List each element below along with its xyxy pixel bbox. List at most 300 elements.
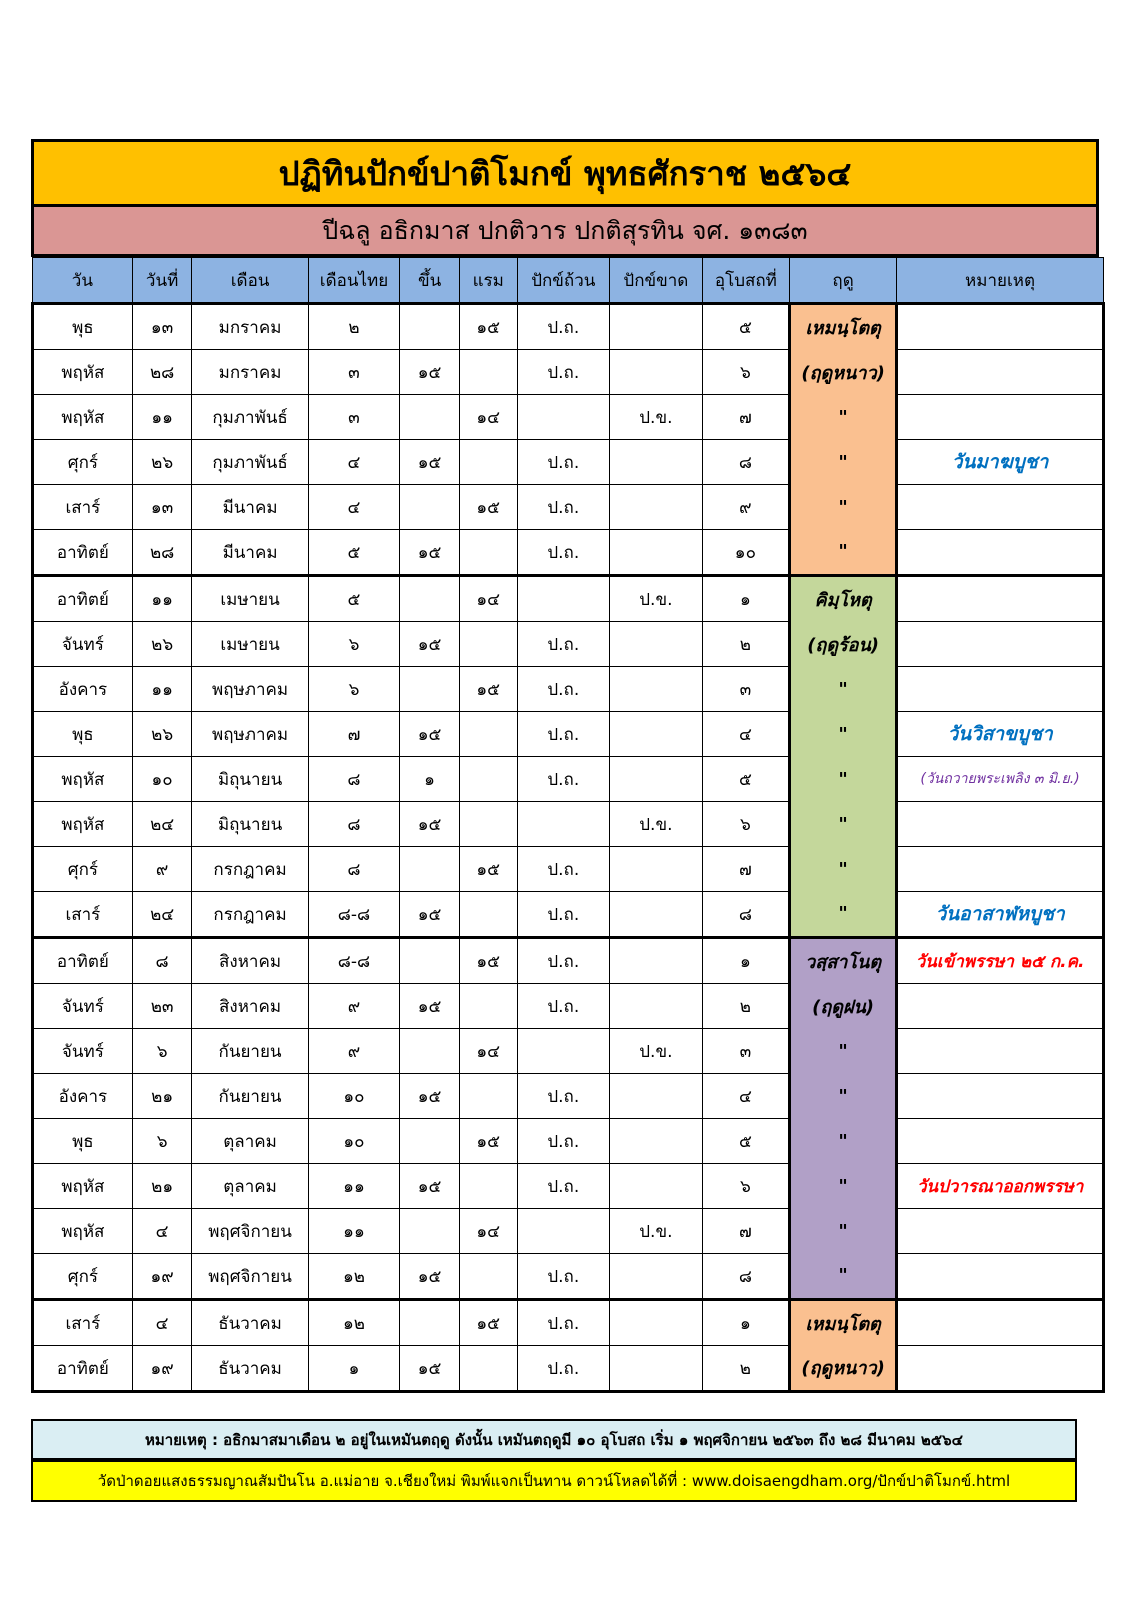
cell-waxing: ๑๕: [400, 1254, 460, 1300]
cell-remark: [897, 1119, 1104, 1164]
cell-thai-month: ๕: [308, 530, 400, 576]
cell-short: ป.ข.: [610, 395, 703, 440]
cell-waning: [459, 1164, 517, 1209]
cell-waning: [459, 712, 517, 757]
cell-full: ป.ถ.: [517, 1346, 610, 1392]
cell-waning: ๑๔: [459, 576, 517, 622]
cell-uposatha: ๖: [702, 1164, 789, 1209]
cell-waning: [459, 892, 517, 938]
cell-waxing: [400, 395, 460, 440]
cell-waxing: [400, 1300, 460, 1346]
cell-season: ": [790, 1254, 897, 1300]
cell-uposatha: ๑: [702, 576, 789, 622]
cell-waxing: [400, 1119, 460, 1164]
cell-waning: [459, 1346, 517, 1392]
cell-short: [610, 530, 703, 576]
cell-day: อังคาร: [33, 1074, 133, 1119]
cell-date: ๒๔: [132, 892, 192, 938]
cell-month: มีนาคม: [192, 530, 308, 576]
cell-date: ๖: [132, 1029, 192, 1074]
cell-remark: [897, 304, 1104, 350]
cell-remark: [897, 1254, 1104, 1300]
cell-remark: วันอาสาฬหบูชา: [897, 892, 1104, 938]
table-row: [33, 802, 1104, 847]
table-row: [33, 622, 1104, 667]
cell-thai-month: ๘-๘: [308, 892, 400, 938]
cell-month: สิงหาคม: [192, 984, 308, 1029]
cell-month: สิงหาคม: [192, 938, 308, 984]
table-row: [33, 1164, 1104, 1209]
cell-full: [517, 576, 610, 622]
cell-date: ๔: [132, 1209, 192, 1254]
cell-waxing: ๑๕: [400, 350, 460, 395]
cell-month: พฤศจิกายน: [192, 1209, 308, 1254]
cell-month: กันยายน: [192, 1074, 308, 1119]
cell-waning: ๑๕: [459, 1119, 517, 1164]
cell-waning: [459, 757, 517, 802]
table-row: [33, 984, 1104, 1029]
cell-waxing: ๑๕: [400, 802, 460, 847]
cell-remark: (วันถวายพระเพลิง ๓ มิ.ย.): [897, 757, 1104, 802]
table-header-row: [33, 258, 1104, 304]
cell-date: ๒๘: [132, 350, 192, 395]
cell-uposatha: ๕: [702, 757, 789, 802]
footer-note: หมายเหตุ : อธิกมาสมาเดือน ๒ อยู่ในเหมันตฤดู ดังนั้น เหมันตฤดูมี ๑๐ อุโบสถ เริ่ม ๑ พฤศจิกายน ๒๕๖๓ ถึง ๒๘ มีนาคม ๒๕๖๔: [31, 1419, 1077, 1460]
cell-waning: [459, 440, 517, 485]
cell-month: กุมภาพันธ์: [192, 395, 308, 440]
cell-month: มิถุนายน: [192, 802, 308, 847]
cell-date: ๒๓: [132, 984, 192, 1029]
cell-day: จันทร์: [33, 1029, 133, 1074]
table-row: [33, 1029, 1104, 1074]
cell-month: กันยายน: [192, 1029, 308, 1074]
cell-date: ๑๓: [132, 304, 192, 350]
cell-full: ป.ถ.: [517, 1164, 610, 1209]
cell-season: ": [790, 757, 897, 802]
cell-full: ป.ถ.: [517, 350, 610, 395]
cell-thai-month: ๑๑: [308, 1164, 400, 1209]
cell-remark: วันเข้าพรรษา ๒๕ ก.ค.: [897, 938, 1104, 984]
cell-day: เสาร์: [33, 485, 133, 530]
cell-waning: [459, 802, 517, 847]
cell-day: พุธ: [33, 1119, 133, 1164]
cell-uposatha: ๙: [702, 485, 789, 530]
cell-uposatha: ๑๐: [702, 530, 789, 576]
cell-season: ": [790, 485, 897, 530]
cell-season: ": [790, 1209, 897, 1254]
cell-remark: [897, 485, 1104, 530]
cell-short: ป.ข.: [610, 1209, 703, 1254]
cell-date: ๒๔: [132, 802, 192, 847]
cell-thai-month: ๘: [308, 802, 400, 847]
cell-waxing: [400, 576, 460, 622]
cell-full: ป.ถ.: [517, 847, 610, 892]
cell-thai-month: ๘: [308, 847, 400, 892]
cell-day: พฤหัส: [33, 350, 133, 395]
cell-thai-month: ๔: [308, 440, 400, 485]
table-row: [33, 938, 1104, 984]
cell-full: ป.ถ.: [517, 712, 610, 757]
cell-full: ป.ถ.: [517, 440, 610, 485]
header-waxing: ขึ้น: [400, 258, 460, 304]
cell-full: ป.ถ.: [517, 304, 610, 350]
cell-day: ศุกร์: [33, 847, 133, 892]
cell-waxing: ๑๕: [400, 530, 460, 576]
cell-day: อังคาร: [33, 667, 133, 712]
cell-full: [517, 1029, 610, 1074]
cell-short: ป.ข.: [610, 1029, 703, 1074]
cell-short: [610, 1164, 703, 1209]
cell-month: พฤษภาคม: [192, 712, 308, 757]
table-row: [33, 1209, 1104, 1254]
table-row: [33, 847, 1104, 892]
cell-uposatha: ๖: [702, 802, 789, 847]
cell-date: ๖: [132, 1119, 192, 1164]
cell-waxing: ๑๕: [400, 622, 460, 667]
cell-uposatha: ๘: [702, 892, 789, 938]
cell-full: ป.ถ.: [517, 485, 610, 530]
cell-date: ๒๖: [132, 622, 192, 667]
cell-waning: ๑๔: [459, 395, 517, 440]
table-row: [33, 1119, 1104, 1164]
table-row: [33, 667, 1104, 712]
cell-uposatha: ๓: [702, 667, 789, 712]
cell-uposatha: ๗: [702, 395, 789, 440]
calendar-table: [31, 257, 1105, 1393]
cell-season: ": [790, 530, 897, 576]
cell-short: [610, 1119, 703, 1164]
cell-waning: [459, 984, 517, 1029]
cell-remark: [897, 395, 1104, 440]
cell-month: เมษายน: [192, 576, 308, 622]
cell-season: เหมนฺโตตุ: [790, 304, 897, 350]
table-row: [33, 1346, 1104, 1392]
cell-waxing: ๑๕: [400, 1164, 460, 1209]
cell-full: [517, 1209, 610, 1254]
cell-thai-month: ๗: [308, 712, 400, 757]
cell-day: อาทิตย์: [33, 938, 133, 984]
footer-credit: วัดป่าดอยแสงธรรมญาณสัมปันโน อ.แม่อาย จ.เชียงใหม่ พิมพ์แจกเป็นทาน ดาวน์โหลดได้ที่ : www.doisaengdham.org/ปักข์ปาติโมกข์.html: [31, 1460, 1077, 1502]
cell-thai-month: ๓: [308, 350, 400, 395]
cell-short: [610, 1254, 703, 1300]
page-title: ปฏิทินปักข์ปาติโมกข์ พุทธศักราช ๒๕๖๔: [31, 139, 1099, 204]
cell-short: [610, 622, 703, 667]
cell-waxing: ๑๕: [400, 1346, 460, 1392]
header-thai-month: เดือนไทย: [308, 258, 400, 304]
table-row: [33, 576, 1104, 622]
cell-date: ๑๑: [132, 667, 192, 712]
cell-date: ๑๓: [132, 485, 192, 530]
cell-short: [610, 1074, 703, 1119]
cell-date: ๒๑: [132, 1164, 192, 1209]
cell-uposatha: ๗: [702, 847, 789, 892]
cell-short: [610, 938, 703, 984]
header-season: ฤดู: [790, 258, 897, 304]
cell-date: ๒๖: [132, 440, 192, 485]
table-row: [33, 1300, 1104, 1346]
cell-short: [610, 350, 703, 395]
cell-uposatha: ๒: [702, 984, 789, 1029]
cell-waning: ๑๕: [459, 667, 517, 712]
table-row: [33, 757, 1104, 802]
table-row: [33, 350, 1104, 395]
cell-thai-month: ๙: [308, 984, 400, 1029]
cell-uposatha: ๑: [702, 1300, 789, 1346]
cell-remark: [897, 1209, 1104, 1254]
cell-day: พฤหัส: [33, 1164, 133, 1209]
cell-uposatha: ๔: [702, 712, 789, 757]
header-day: วัน: [33, 258, 133, 304]
header-uposatha-no: อุโบสถที่: [702, 258, 789, 304]
cell-date: ๒๑: [132, 1074, 192, 1119]
cell-day: อาทิตย์: [33, 530, 133, 576]
cell-uposatha: ๕: [702, 304, 789, 350]
cell-day: ศุกร์: [33, 440, 133, 485]
cell-remark: วันมาฆบูชา: [897, 440, 1104, 485]
cell-month: มกราคม: [192, 304, 308, 350]
table-row: [33, 712, 1104, 757]
cell-day: ศุกร์: [33, 1254, 133, 1300]
cell-short: [610, 304, 703, 350]
cell-remark: [897, 984, 1104, 1029]
header-date: วันที่: [132, 258, 192, 304]
cell-thai-month: ๑๐: [308, 1119, 400, 1164]
cell-short: [610, 1300, 703, 1346]
cell-remark: [897, 350, 1104, 395]
cell-waning: [459, 1254, 517, 1300]
table-row: [33, 892, 1104, 938]
cell-remark: วันปวารณาออกพรรษา: [897, 1164, 1104, 1209]
cell-full: ป.ถ.: [517, 1119, 610, 1164]
cell-thai-month: ๖: [308, 622, 400, 667]
cell-season: ": [790, 712, 897, 757]
cell-waxing: [400, 304, 460, 350]
cell-day: จันทร์: [33, 984, 133, 1029]
cell-season: คิมฺโหตุ: [790, 576, 897, 622]
cell-remark: [897, 1074, 1104, 1119]
cell-day: พฤหัส: [33, 757, 133, 802]
cell-remark: [897, 802, 1104, 847]
cell-full: ป.ถ.: [517, 892, 610, 938]
cell-short: [610, 485, 703, 530]
cell-date: ๔: [132, 1300, 192, 1346]
cell-season: ": [790, 802, 897, 847]
cell-date: ๑๐: [132, 757, 192, 802]
cell-date: ๑๑: [132, 395, 192, 440]
cell-waxing: [400, 485, 460, 530]
header-short-fortnight: ปักข์ขาด: [610, 258, 703, 304]
cell-date: ๙: [132, 847, 192, 892]
cell-short: ป.ข.: [610, 576, 703, 622]
cell-thai-month: ๖: [308, 667, 400, 712]
cell-season: วสฺสาโนตุ: [790, 938, 897, 984]
cell-season: ": [790, 1119, 897, 1164]
cell-waxing: ๑๕: [400, 1074, 460, 1119]
cell-remark: [897, 1029, 1104, 1074]
cell-short: ป.ข.: [610, 802, 703, 847]
cell-full: ป.ถ.: [517, 667, 610, 712]
cell-short: [610, 667, 703, 712]
cell-thai-month: ๑๐: [308, 1074, 400, 1119]
cell-season: ": [790, 847, 897, 892]
cell-remark: [897, 667, 1104, 712]
table-row: [33, 440, 1104, 485]
cell-season: (ฤดูหนาว): [790, 350, 897, 395]
cell-thai-month: ๕: [308, 576, 400, 622]
cell-thai-month: ๘-๘: [308, 938, 400, 984]
cell-month: เมษายน: [192, 622, 308, 667]
cell-remark: [897, 847, 1104, 892]
cell-date: ๒๖: [132, 712, 192, 757]
cell-waning: ๑๕: [459, 1300, 517, 1346]
cell-remark: วันวิสาขบูชา: [897, 712, 1104, 757]
cell-month: กรกฎาคม: [192, 847, 308, 892]
cell-full: ป.ถ.: [517, 757, 610, 802]
cell-short: [610, 892, 703, 938]
cell-remark: [897, 530, 1104, 576]
cell-season: ": [790, 892, 897, 938]
cell-waxing: ๑๕: [400, 712, 460, 757]
cell-uposatha: ๔: [702, 1074, 789, 1119]
calendar-frame: [31, 139, 1099, 1393]
cell-short: [610, 1346, 703, 1392]
table-row: [33, 304, 1104, 350]
page-subtitle: ปีฉลู อธิกมาส ปกติวาร ปกติสุรทิน จศ. ๑๓๘๓: [31, 204, 1099, 257]
cell-date: ๘: [132, 938, 192, 984]
cell-date: ๑๑: [132, 576, 192, 622]
cell-month: พฤษภาคม: [192, 667, 308, 712]
cell-waning: ๑๕: [459, 485, 517, 530]
cell-waning: [459, 350, 517, 395]
cell-full: ป.ถ.: [517, 622, 610, 667]
cell-uposatha: ๘: [702, 440, 789, 485]
cell-waxing: ๑: [400, 757, 460, 802]
cell-uposatha: ๒: [702, 1346, 789, 1392]
cell-short: [610, 984, 703, 1029]
cell-full: [517, 395, 610, 440]
cell-waxing: ๑๕: [400, 440, 460, 485]
cell-month: ตุลาคม: [192, 1119, 308, 1164]
cell-thai-month: ๘: [308, 757, 400, 802]
cell-day: พุธ: [33, 712, 133, 757]
cell-season: ": [790, 1074, 897, 1119]
cell-season: (ฤดูหนาว): [790, 1346, 897, 1392]
cell-thai-month: ๑๒: [308, 1254, 400, 1300]
cell-full: ป.ถ.: [517, 984, 610, 1029]
cell-remark: [897, 1346, 1104, 1392]
table-row: [33, 1254, 1104, 1300]
cell-waning: ๑๕: [459, 304, 517, 350]
cell-day: อาทิตย์: [33, 576, 133, 622]
cell-season: ": [790, 1164, 897, 1209]
header-full-fortnight: ปักข์ถ้วน: [517, 258, 610, 304]
cell-waxing: [400, 847, 460, 892]
cell-month: ธันวาคม: [192, 1300, 308, 1346]
cell-uposatha: ๖: [702, 350, 789, 395]
cell-waxing: [400, 938, 460, 984]
cell-thai-month: ๑: [308, 1346, 400, 1392]
cell-short: [610, 440, 703, 485]
cell-full: ป.ถ.: [517, 1254, 610, 1300]
cell-season: ": [790, 1029, 897, 1074]
cell-month: ตุลาคม: [192, 1164, 308, 1209]
header-remark: หมายเหตุ: [897, 258, 1104, 304]
cell-thai-month: ๑๑: [308, 1209, 400, 1254]
cell-waning: ๑๕: [459, 847, 517, 892]
cell-date: ๑๙: [132, 1254, 192, 1300]
cell-month: ธันวาคม: [192, 1346, 308, 1392]
cell-day: เสาร์: [33, 1300, 133, 1346]
cell-uposatha: ๒: [702, 622, 789, 667]
cell-uposatha: ๕: [702, 1119, 789, 1164]
cell-waning: [459, 622, 517, 667]
cell-waning: [459, 1074, 517, 1119]
cell-waning: [459, 530, 517, 576]
cell-day: พฤหัส: [33, 1209, 133, 1254]
cell-waxing: ๑๕: [400, 984, 460, 1029]
header-waning: แรม: [459, 258, 517, 304]
header-month: เดือน: [192, 258, 308, 304]
cell-day: พฤหัส: [33, 395, 133, 440]
cell-month: มกราคม: [192, 350, 308, 395]
cell-season: (ฤดูร้อน): [790, 622, 897, 667]
table-row: [33, 485, 1104, 530]
cell-remark: [897, 622, 1104, 667]
cell-uposatha: ๗: [702, 1209, 789, 1254]
table-row: [33, 1074, 1104, 1119]
cell-month: มิถุนายน: [192, 757, 308, 802]
cell-season: ": [790, 440, 897, 485]
cell-waxing: [400, 667, 460, 712]
cell-season: ": [790, 395, 897, 440]
cell-month: มีนาคม: [192, 485, 308, 530]
cell-short: [610, 847, 703, 892]
cell-month: กุมภาพันธ์: [192, 440, 308, 485]
cell-season: (ฤดูฝน): [790, 984, 897, 1029]
cell-remark: [897, 576, 1104, 622]
cell-day: อาทิตย์: [33, 1346, 133, 1392]
cell-full: ป.ถ.: [517, 938, 610, 984]
cell-day: พฤหัส: [33, 802, 133, 847]
cell-thai-month: ๙: [308, 1029, 400, 1074]
cell-season: เหมนฺโตตุ: [790, 1300, 897, 1346]
cell-thai-month: ๓: [308, 395, 400, 440]
cell-full: ป.ถ.: [517, 1074, 610, 1119]
cell-remark: [897, 1300, 1104, 1346]
cell-waning: ๑๔: [459, 1029, 517, 1074]
table-row: [33, 530, 1104, 576]
cell-waning: ๑๔: [459, 1209, 517, 1254]
cell-day: พุธ: [33, 304, 133, 350]
cell-month: พฤศจิกายน: [192, 1254, 308, 1300]
cell-season: ": [790, 667, 897, 712]
cell-waning: ๑๕: [459, 938, 517, 984]
cell-short: [610, 757, 703, 802]
cell-date: ๑๙: [132, 1346, 192, 1392]
cell-short: [610, 712, 703, 757]
cell-full: ป.ถ.: [517, 1300, 610, 1346]
cell-waxing: [400, 1029, 460, 1074]
cell-uposatha: ๓: [702, 1029, 789, 1074]
cell-waxing: [400, 1209, 460, 1254]
cell-day: เสาร์: [33, 892, 133, 938]
cell-full: ป.ถ.: [517, 530, 610, 576]
table-body: [33, 304, 1104, 1392]
cell-month: กรกฎาคม: [192, 892, 308, 938]
cell-thai-month: ๑๒: [308, 1300, 400, 1346]
cell-uposatha: ๘: [702, 1254, 789, 1300]
cell-date: ๒๘: [132, 530, 192, 576]
